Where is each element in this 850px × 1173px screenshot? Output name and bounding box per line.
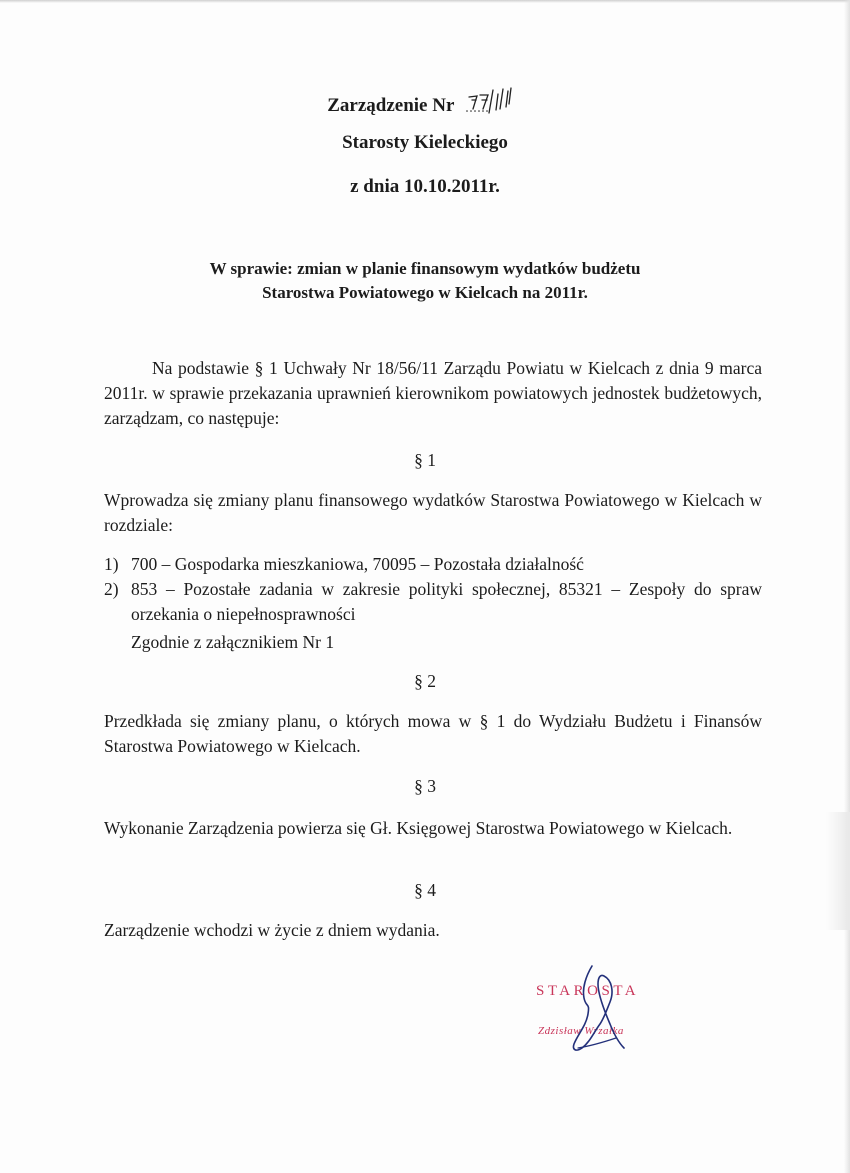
section-mark: § 2	[414, 671, 436, 691]
list-item	[104, 577, 762, 627]
section-mark: § 1	[414, 450, 436, 470]
title-text: Zarządzenie Nr	[327, 95, 455, 116]
chapter-list	[104, 552, 762, 627]
issuing-authority: Starosty Kieleckiego	[342, 132, 508, 153]
list-item-number: 2)	[104, 579, 119, 599]
scan-edge	[0, 0, 850, 3]
subject-line: W sprawie: zmian w planie finansowym wydatków budżetu	[209, 259, 641, 278]
stamp-title: STAROSTA	[536, 983, 640, 999]
list-item-number: 1)	[104, 554, 119, 574]
subject-line: Starostwa Powiatowego w Kielcach na 2011r.	[262, 283, 588, 302]
list-item-text: 853 – Pozostałe zadania w zakresie polityki społecznej, 85321 – Zespoły do spraw orzekania o niepełnosprawności	[131, 579, 762, 624]
section-mark: § 3	[414, 776, 436, 796]
section-mark: § 4	[414, 880, 436, 900]
section-paragraph: Wykonanie Zarządzenia powierza się Gł. Księgowej Starostwa Powiatowego w Kielcach.	[104, 818, 733, 838]
section-paragraph: Wprowadza się zmiany planu finansowego wydatków Starostwa Powiatowego w Kielcach w rozdziale:	[104, 490, 762, 535]
document-date: z dnia 10.10.2011r.	[350, 176, 500, 197]
attachment-note: Zgodnie z załącznikiem Nr 1	[131, 632, 335, 652]
section-paragraph: Zarządzenie wchodzi w życie z dniem wydania.	[104, 920, 440, 940]
handwritten-signature	[520, 962, 690, 1062]
scan-shadow	[826, 812, 850, 930]
list-item	[104, 552, 762, 577]
section-paragraph: Przedkłada się zmiany planu, o których mowa w § 1 do Wydziału Budżetu i Finansów Starostwa Powiatowego w Kielcach.	[104, 711, 762, 756]
starosta-stamp	[520, 962, 690, 1062]
stamp-name: Zdzisław Wrzałka	[538, 1025, 624, 1037]
handwritten-number	[463, 87, 523, 117]
document-title	[0, 87, 850, 117]
list-item-text: 700 – Gospodarka mieszkaniowa, 70095 – Pozostała działalność	[131, 554, 584, 574]
preamble-paragraph: Na podstawie § 1 Uchwały Nr 18/56/11 Zarządu Powiatu w Kielcach z dnia 9 marca 2011r. w sprawie przekazania uprawnień kierownikom powiatowych jednostek budżetowych, zarządzam, co następuje:	[104, 358, 762, 428]
